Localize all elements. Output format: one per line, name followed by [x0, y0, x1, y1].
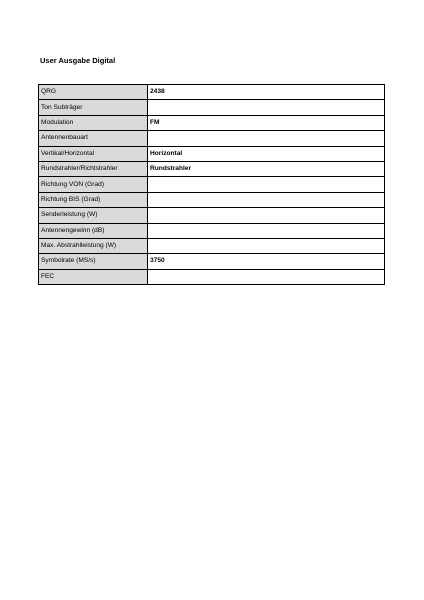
- row-value-richtung-bis: [148, 192, 385, 207]
- row-value-symbolrate: 3750: [148, 254, 385, 269]
- table-row-abstrahlleistung: [39, 238, 385, 253]
- row-label-abstrahlleistung: Max. Abstrahlleistung (W): [39, 238, 148, 253]
- table-row-richtung-von: [39, 177, 385, 192]
- row-value-polarisation: Horizontal: [148, 146, 385, 161]
- table-row-ton-subtraeger: [39, 100, 385, 115]
- row-label-modulation: Modulation: [39, 115, 148, 130]
- row-label-fec: FEC: [39, 269, 148, 284]
- table-row-antennengewinn: [39, 223, 385, 238]
- row-label-strahler: Rundstrahler/Richtstrahler: [39, 161, 148, 176]
- row-label-polarisation: Vertikal/Horizontal: [39, 146, 148, 161]
- row-label-antennengewinn: Antennengewinn (dB): [39, 223, 148, 238]
- row-label-ton-subtraeger: Ton Subträger: [39, 100, 148, 115]
- row-value-strahler: Rundstrahler: [148, 161, 385, 176]
- row-value-ton-subtraeger: [148, 100, 385, 115]
- table-row-symbolrate: [39, 254, 385, 269]
- row-value-qrg: 2438: [148, 85, 385, 100]
- row-value-richtung-von: [148, 177, 385, 192]
- parameter-table: [38, 84, 385, 285]
- row-label-senderleistung: Senderleistung (W): [39, 208, 148, 223]
- table-row-richtung-bis: [39, 192, 385, 207]
- page-title: User Ausgabe Digital: [40, 56, 116, 65]
- row-label-richtung-bis: Richtung BIS (Grad): [39, 192, 148, 207]
- row-value-modulation: FM: [148, 115, 385, 130]
- table-row-senderleistung: [39, 208, 385, 223]
- row-label-qrg: QRG: [39, 85, 148, 100]
- row-label-antennenbauart: Antennenbauart: [39, 131, 148, 146]
- table-row-modulation: [39, 115, 385, 130]
- table-row-fec: [39, 269, 385, 284]
- table-row-strahler: [39, 161, 385, 176]
- row-value-antennenbauart: [148, 131, 385, 146]
- table-row-polarisation: [39, 146, 385, 161]
- row-label-symbolrate: Symbolrate (MS/s): [39, 254, 148, 269]
- table-row-antennenbauart: [39, 131, 385, 146]
- row-value-antennengewinn: [148, 223, 385, 238]
- table-row-qrg: [39, 85, 385, 100]
- row-value-fec: [148, 269, 385, 284]
- row-label-richtung-von: Richtung VON (Grad): [39, 177, 148, 192]
- row-value-abstrahlleistung: [148, 238, 385, 253]
- row-value-senderleistung: [148, 208, 385, 223]
